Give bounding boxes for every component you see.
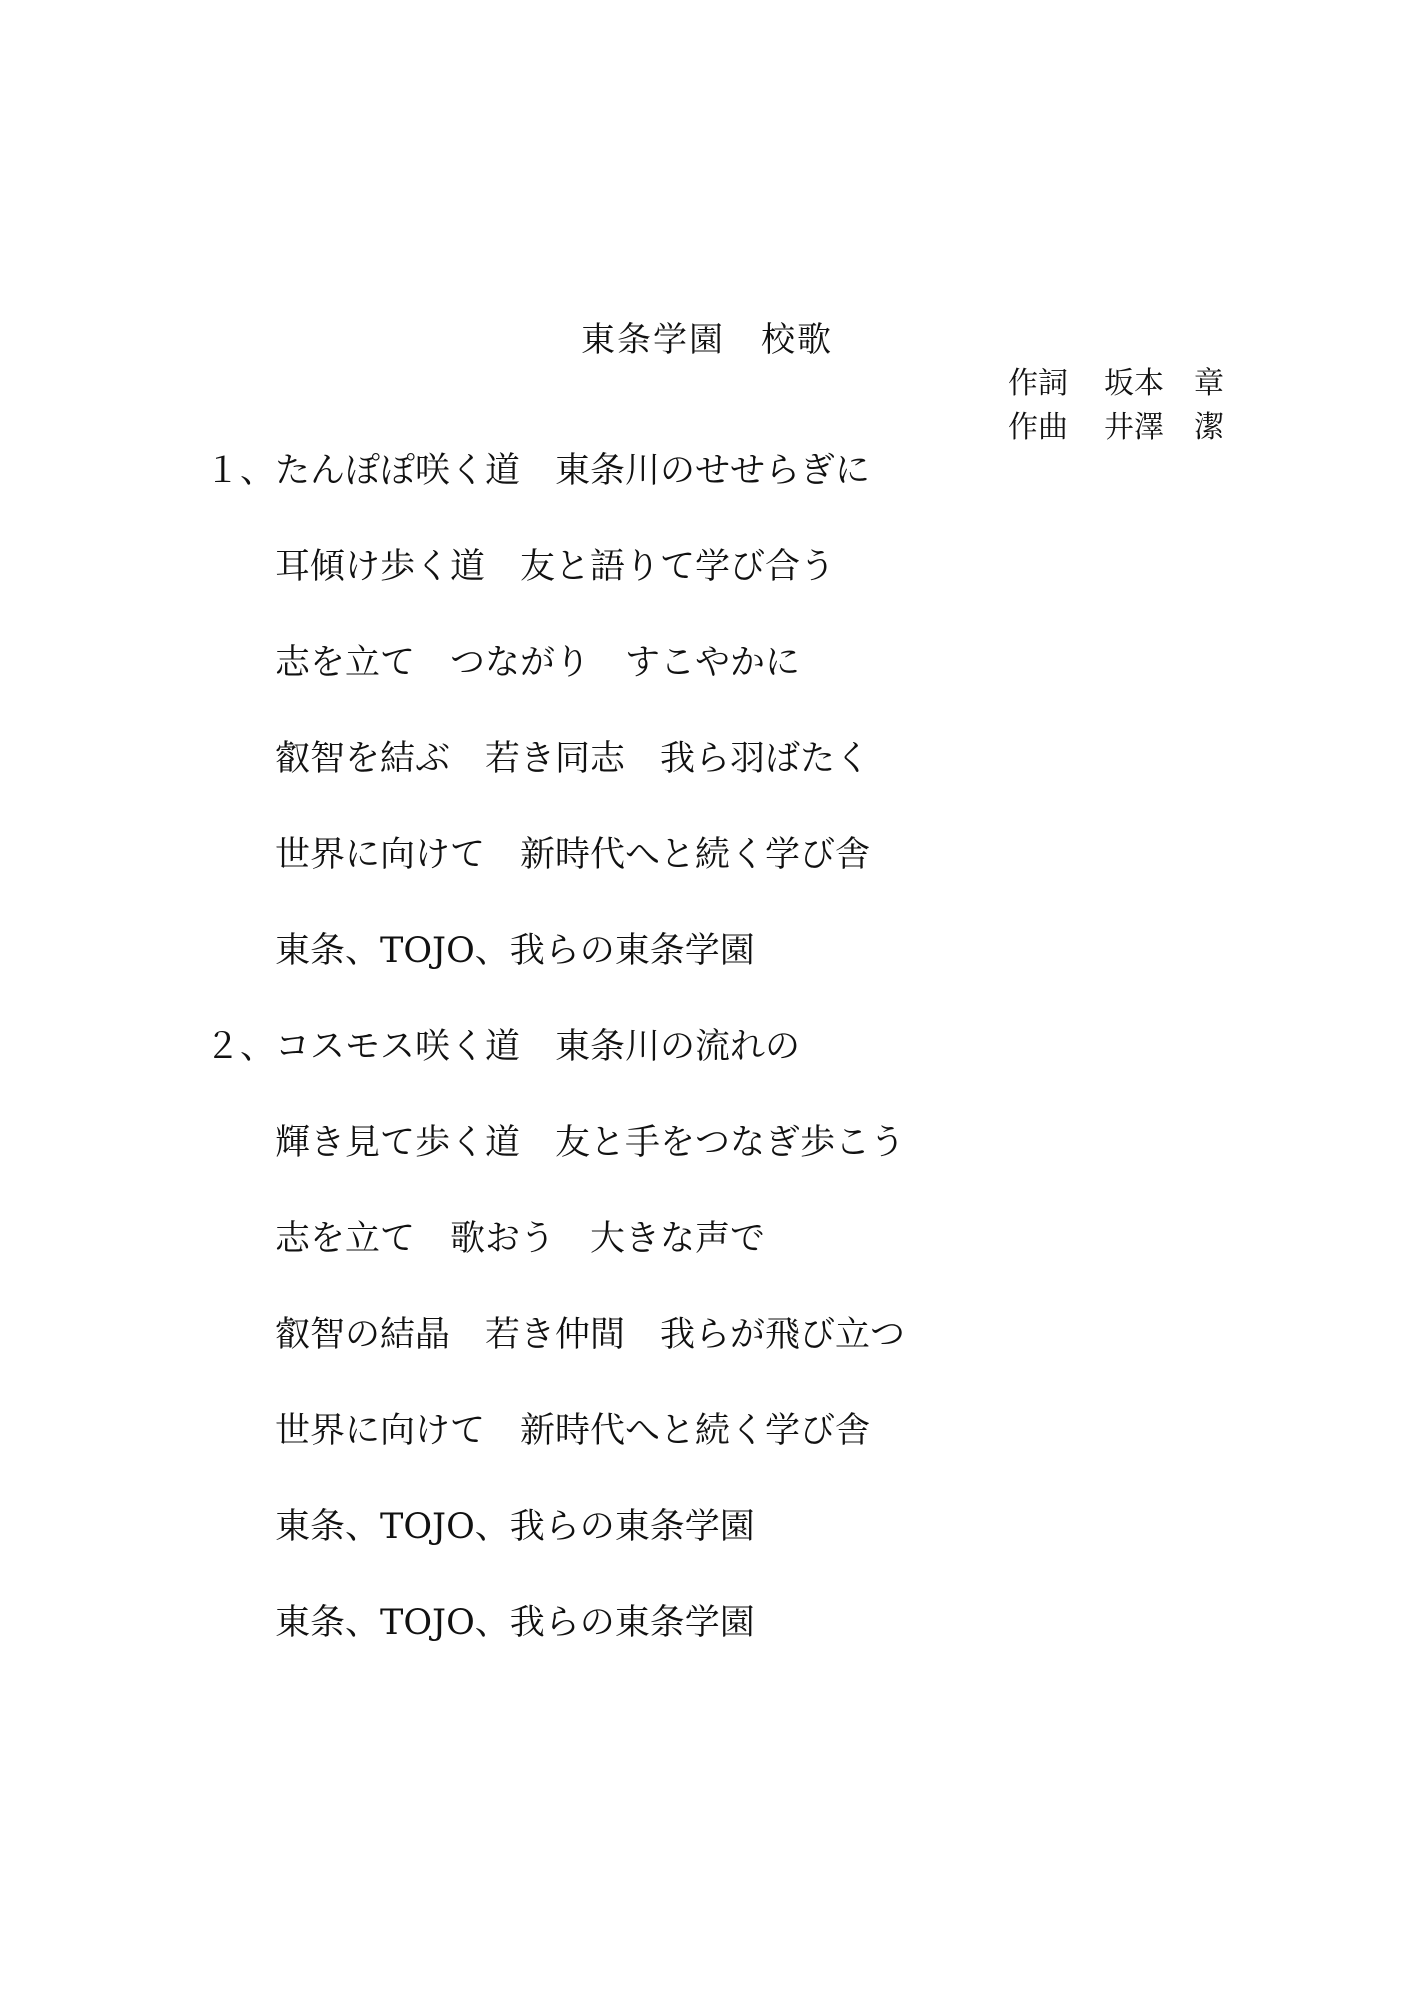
lyric-line [205,733,1305,829]
lyric-line [205,1501,1305,1597]
lyric-text: 志を立て つながり すこやかに [275,643,801,683]
lyric-text: 東条、TOJO、我らの東条学園 [275,931,755,971]
lyric-text: 輝き見て歩く道 友と手をつなぎ歩こう [275,1123,906,1163]
lyric-text: コスモス咲く道 東条川の流れの [275,1027,801,1067]
lyric-text: 東条、TOJO、我らの東条学園 [275,1507,755,1547]
credit-composer [1008,406,1224,450]
verse-1 [205,445,1305,1021]
credit-role: 作曲 [1008,410,1068,445]
lyric-text: 東条、TOJO、我らの東条学園 [275,1603,755,1643]
page-title: 東条学園 校歌 [581,320,833,360]
lyric-line [205,1309,1305,1405]
lyric-line [205,1213,1305,1309]
credit-name: 坂本 章 [1104,366,1224,401]
credit-name: 井澤 潔 [1104,410,1224,445]
verse-number: ２、 [205,1027,276,1067]
credit-lyricist [1008,362,1224,406]
verse-2 [205,1021,1305,1693]
lyric-line [205,925,1305,1021]
lyric-text: 志を立て 歌おう 大きな声で [275,1219,766,1259]
lyric-line [205,445,1305,541]
lyric-line [205,1117,1305,1213]
credits-block [1008,362,1224,450]
lyric-line [205,1021,1305,1117]
lyric-line [205,1405,1305,1501]
lyric-text: 世界に向けて 新時代へと続く学び舎 [275,1411,871,1451]
lyric-text: 耳傾け歩く道 友と語りて学び合う [275,547,836,587]
lyric-text: 叡智の結晶 若き仲間 我らが飛び立つ [275,1315,906,1355]
lyric-line [205,1597,1305,1693]
verse-number: １、 [205,451,276,491]
lyric-line [205,637,1305,733]
lyrics [205,445,1305,1693]
lyric-text: 叡智を結ぶ 若き同志 我ら羽ばたく [275,739,871,779]
lyric-line [205,541,1305,637]
credit-role: 作詞 [1008,366,1068,401]
lyric-line [205,829,1305,925]
lyric-text: 世界に向けて 新時代へと続く学び舎 [275,835,871,875]
lyric-text: たんぽぽ咲く道 東条川のせせらぎに [275,451,871,491]
